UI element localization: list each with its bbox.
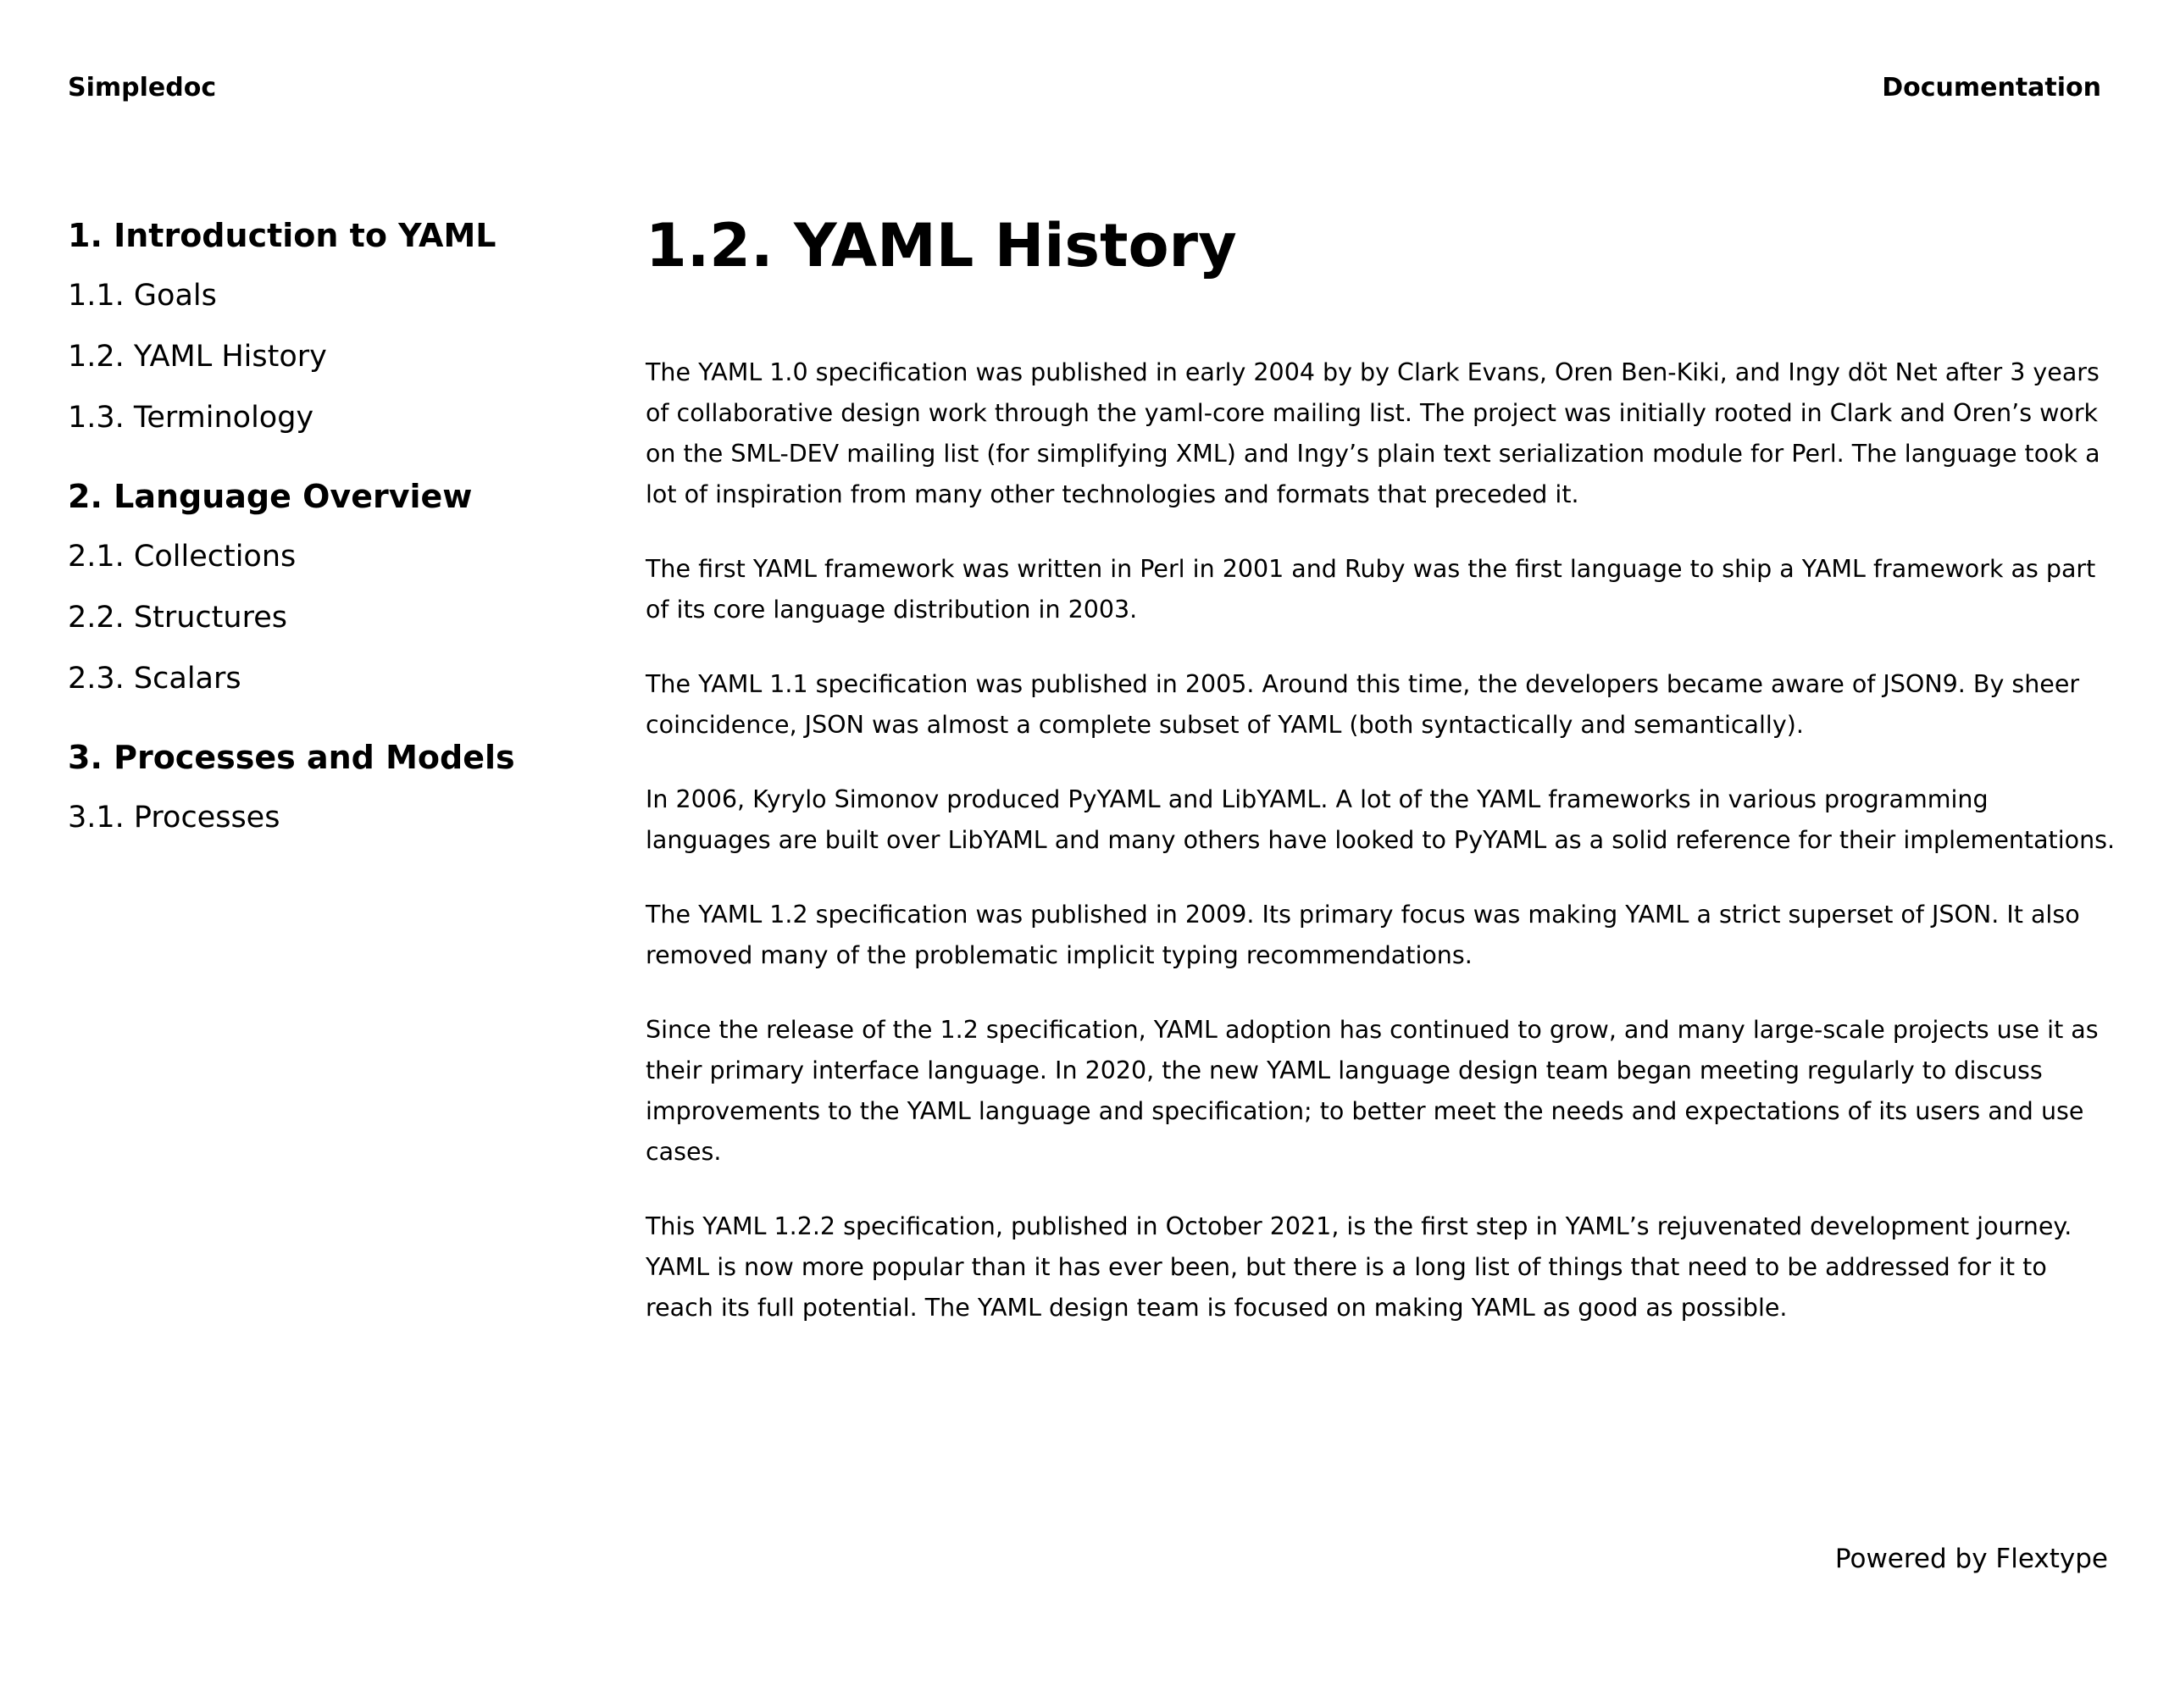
nav-section-introduction xyxy=(68,214,576,437)
paragraph-2: The first YAML framework was written in Perl in 2001 and Ruby was the first language to ship a YAML framework as part of its core language distribution in 2003. xyxy=(646,555,2096,624)
sidebar-item-scalars[interactable]: 2.3. Scalars xyxy=(68,662,241,696)
page-title: 1.2. YAML History xyxy=(646,211,1237,280)
brand-link[interactable]: Simpledoc xyxy=(68,73,217,103)
sidebar-item-processes[interactable]: 3.1. Processes xyxy=(68,801,280,835)
footer-powered-by: Powered by Flextype xyxy=(1834,1544,2108,1574)
sidebar-nav xyxy=(68,214,576,874)
site-header xyxy=(68,71,2101,105)
paragraph-7: This YAML 1.2.2 specification, published in October 2021, is the first step in YAML’s rejuvenated development journey. YAML is now more popular than it has ever been, but there is a long list of things that need to be addressed for it to reach its full potential. The YAML design team is focused on making YAML as good as possible. xyxy=(646,1212,2072,1322)
documentation-link[interactable]: Documentation xyxy=(1882,73,2101,103)
paragraph-6: Since the release of the 1.2 specification, YAML adoption has continued to grow, and many large-scale projects use it as their primary interface language. In 2020, the new YAML language design team began meeting regularly to discuss improvements to the YAML language and specification; to better meet the needs and expectations of its users and use cases. xyxy=(646,1016,2099,1166)
sidebar-item-yaml-history[interactable]: 1.2. YAML History xyxy=(68,340,327,374)
nav-section-language-overview xyxy=(68,474,576,698)
main-content xyxy=(646,203,2120,1362)
paragraph-4: In 2006, Kyrylo Simonov produced PyYAML and LibYAML. A lot of the YAML frameworks in various programming languages are built over LibYAML and many others have looked to PyYAML as a solid reference for their implementations. xyxy=(646,785,2116,854)
paragraph-5: The YAML 1.2 specification was published in 2009. Its primary focus was making YAML a strict superset of JSON. It also removed many of the problematic implicit typing recommendations. xyxy=(646,901,2080,969)
sidebar-item-collections[interactable]: 2.1. Collections xyxy=(68,540,297,574)
nav-heading-introduction: 1. Introduction to YAML xyxy=(68,217,496,254)
nav-heading-language-overview: 2. Language Overview xyxy=(68,478,473,515)
sidebar-item-structures[interactable]: 2.2. Structures xyxy=(68,601,287,635)
paragraph-3: The YAML 1.1 specification was published in 2005. Around this time, the developers became aware of JSON9. By sheer coincidence, JSON was almost a complete subset of YAML (both syntactically and semantically). xyxy=(646,670,2080,739)
nav-section-processes-and-models xyxy=(68,735,576,837)
sidebar-item-goals[interactable]: 1.1. Goals xyxy=(68,279,217,313)
nav-heading-processes-and-models: 3. Processes and Models xyxy=(68,739,515,776)
sidebar-item-terminology[interactable]: 1.3. Terminology xyxy=(68,401,314,435)
paragraph-1: The YAML 1.0 specification was published in early 2004 by by Clark Evans, Oren Ben-Kiki, and Ingy döt Net after 3 years of collaborative design work through the yaml-core mailing list. The project was initially rooted in Clark and Oren’s work on the SML-DEV mailing list (for simplifying XML) and Ingy’s plain text serialization module for Perl. The language took a lot of inspiration from many other technologies and formats that preceded it. xyxy=(646,358,2100,508)
